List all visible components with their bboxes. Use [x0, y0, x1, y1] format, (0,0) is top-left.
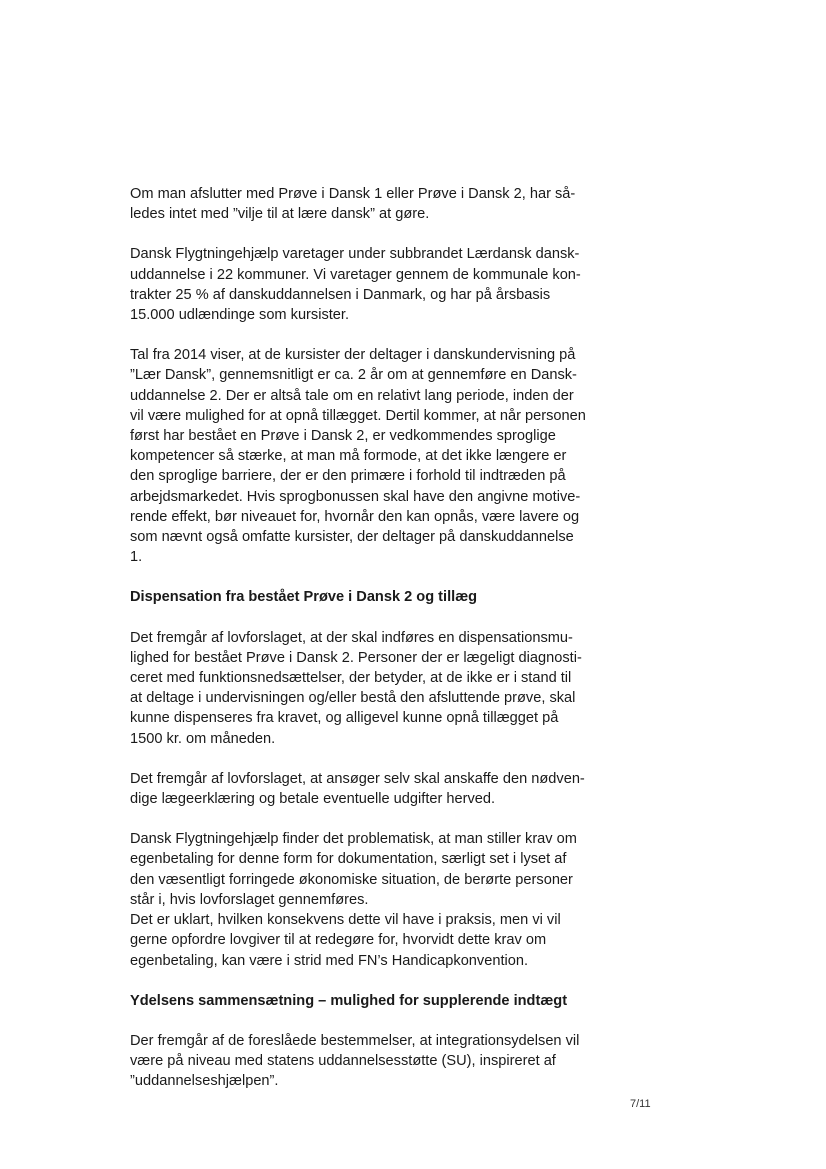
text-line: lighed for bestået Prøve i Dansk 2. Personer der er lægeligt diagnosti-: [130, 649, 582, 666]
paragraph: [130, 244, 610, 325]
text-line: står i, hvis lovforslaget gennemføres.: [130, 891, 369, 908]
section-heading: Dispensation fra bestået Prøve i Dansk 2 og tillæg: [130, 589, 478, 606]
text-line: gerne opfordre lovgiver til at redegøre for, hvorvidt dette krav om: [130, 932, 547, 949]
paragraph: [130, 184, 610, 224]
text-line: uddannelse i 22 kommuner. Vi varetager gennem de kommunale kon-: [130, 266, 581, 283]
text-line: Der fremgår af de foreslåede bestemmelser, at integrationsydelsen vil: [130, 1032, 580, 1049]
text-line: kompetencer så stærke, at man må formode, at det ikke længere er: [130, 448, 567, 465]
text-line: at deltage i undervisningen og/eller bestå den afsluttende prøve, skal: [130, 690, 576, 707]
section-heading: Ydelsens sammensætning – mulighed for supplerende indtægt: [130, 992, 568, 1009]
text-line: trakter 25 % af danskuddannelsen i Danmark, og har på årsbasis: [130, 286, 551, 303]
text-line: Det fremgår af lovforslaget, at der skal indføres en dispensationsmu-: [130, 629, 573, 646]
text-line: egenbetaling for denne form for dokumentation, særligt set i lyset af: [130, 851, 567, 868]
paragraph: [130, 769, 610, 809]
text-line: uddannelse 2. Der er altså tale om en relativt lang periode, inden der: [130, 387, 574, 404]
text-line: den væsentligt forringede økonomiske situation, de berørte personer: [130, 871, 573, 888]
text-line: egenbetaling, kan være i strid med FN’s Handicapkonvention.: [130, 952, 529, 969]
text-line: arbejdsmarkedet. Hvis sprogbonussen skal have den angivne motive-: [130, 488, 581, 505]
text-line: Det er uklart, hvilken konsekvens dette vil have i praksis, men vi vil: [130, 912, 561, 929]
text-line: ”Lær Dansk”, gennemsnitligt er ca. 2 år om at gennemføre en Dansk-: [130, 367, 577, 384]
text-line: 15.000 udlændinge som kursister.: [130, 307, 350, 324]
text-line: vil være mulighed for at opnå tillægget. Dertil kommer, at når personen: [130, 407, 586, 424]
text-line: rende effekt, bør niveauet for, hvornår den kan opnås, være lavere og: [130, 508, 580, 525]
text-line: Tal fra 2014 viser, at de kursister der deltager i danskundervisning på: [130, 347, 576, 364]
paragraph: [130, 628, 610, 749]
text-line: Dansk Flygtningehjælp varetager under subbrandet Lærdansk dansk-: [130, 246, 580, 263]
text-line: dige lægeerklæring og betale eventuelle udgifter herved.: [130, 791, 496, 808]
text-line: Om man afslutter med Prøve i Dansk 1 eller Prøve i Dansk 2, har så-: [130, 186, 576, 202]
text-line: 1500 kr. om måneden.: [130, 730, 276, 747]
paragraph: [130, 345, 610, 567]
text-line: først har bestået en Prøve i Dansk 2, er vedkommendes sproglige: [130, 428, 556, 445]
text-line: som nævnt også omfatte kursister, der deltager på danskuddannelse: [130, 529, 574, 546]
text-line: Det fremgår af lovforslaget, at ansøger selv skal anskaffe den nødven-: [130, 770, 585, 787]
text-line: være på niveau med statens uddannelsesstøtte (SU), inspireret af: [130, 1053, 556, 1070]
text-line: kunne dispenseres fra kravet, og alligevel kunne opnå tillægget på: [130, 710, 559, 727]
paragraph: [130, 1031, 610, 1092]
text-line: Dansk Flygtningehjælp finder det problematisk, at man stiller krav om: [130, 831, 577, 848]
text-line: den sproglige barriere, der er den primære i forhold til indtræden på: [130, 468, 566, 485]
document-body: [130, 184, 610, 1112]
text-line: ”uddannelseshjælpen”.: [130, 1073, 279, 1090]
text-line: ledes intet med ”vilje til at lære dansk” at gøre.: [130, 206, 430, 223]
text-line: 1.: [130, 549, 143, 566]
page-number: 7/11: [630, 1098, 651, 1110]
paragraph: [130, 829, 610, 970]
text-line: ceret med funktionsnedsættelser, der betyder, at de ikke er i stand til: [130, 670, 572, 687]
